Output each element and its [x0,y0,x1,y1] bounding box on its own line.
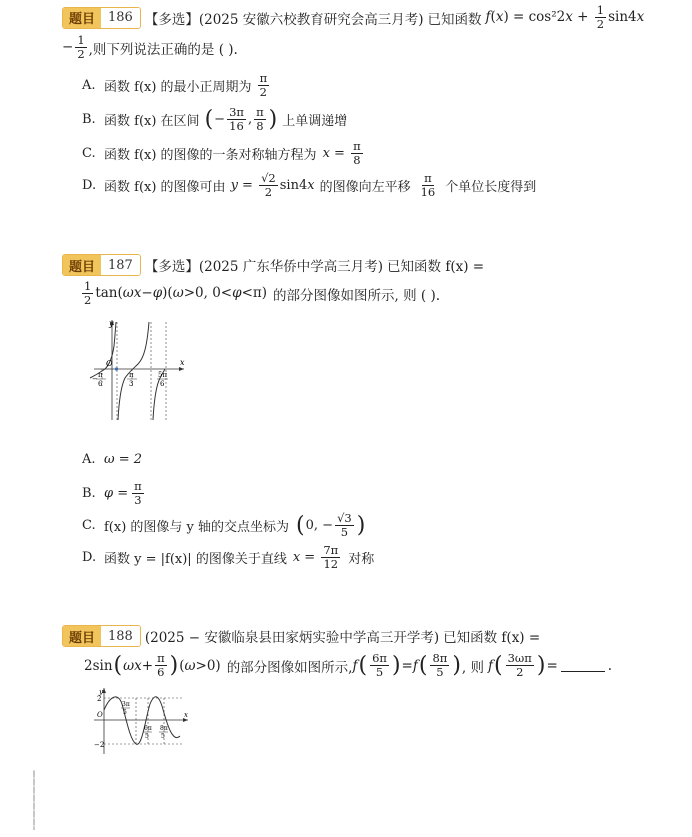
q187-tangent-graph [88,316,188,422]
tick-3pi5-num: 3π [122,701,130,708]
margin-dots [33,770,35,830]
q186-option-d[interactable] [82,172,536,199]
q186-source: (2025 安徽六校教育研究会高三月考) [198,11,424,28]
tick-neg-pi6-den: 6 [98,380,103,388]
origin-label: O [106,359,113,368]
q186-stem-b: ,则下列说法正确的是 ( ). [88,41,238,58]
q187-source: (2025 广东华侨中学高三月考) [198,259,384,275]
option-text: ω = 2 [104,452,143,467]
tick-neg-pi6-num: π [98,371,103,379]
math-fraction: $\frac{\pi}{3}$ [134,479,142,507]
q188-query: f ( $\frac{3\omega\pi}{2}$ ) = [488,651,558,679]
q186-formula-1: f(x) = cos²2x + $\frac{1}{2}$ sin4x [485,3,645,31]
curve-point [115,367,118,370]
q186-badge [62,7,141,29]
q187-stem-line2 [80,280,440,307]
x-axis-arrow [179,367,184,371]
origin-label: O [97,711,103,719]
option-text: 函数 f(x) 的图像的一条对称轴方程为 [104,148,317,163]
tick-3pi5-den: 5 [123,709,127,716]
option-text: 函数 f(x) 的图像可由 [104,180,226,195]
tick-5pi6-den: 6 [160,380,165,388]
q188-number: 188 [101,626,140,646]
option-key: C. [82,146,96,161]
q186-option-a[interactable] [82,72,271,99]
option-key: B. [82,112,96,127]
q188-badge [62,625,141,647]
q187-option-d[interactable] [82,544,374,571]
q187-stem-b: 的部分图像如图所示, 则 ( ). [273,287,441,304]
q187-option-c[interactable] [82,512,366,539]
option-text: 函数 y = |f(x)| 的图像关于直线 [104,552,287,567]
option-text: f(x) 的图像与 y 轴的交点坐标为 [104,520,290,535]
tick-8pi5-num: 8π [160,725,168,732]
max-label: 2 [97,695,102,703]
q186-stem-line2 [62,34,238,61]
q186-badge-label: 题目 [63,8,101,28]
option-tail: 上单调递增 [282,114,348,129]
q188-stem-b: 的部分图像如图所示, [226,659,353,676]
q186-stem-line1 [62,4,644,31]
q186-option-c[interactable] [82,140,365,167]
math-expression: x = $\frac{\pi}{8}$ [322,139,361,167]
y-label: y [99,688,103,696]
option-key: A. [82,452,96,467]
q186-stem-a: 已知函数 [427,11,482,28]
option-text: 函数 f(x) 的最小正周期为 [104,80,252,95]
sine-curve [104,697,180,745]
q188-stem-c: , 则 [461,659,485,676]
q188-answer-blank[interactable] [561,659,605,672]
q186-number: 186 [101,8,140,28]
x-label: x [180,358,185,367]
q188-formula: 2sin ( ωx + $\frac{\pi}{6}$ ) ( ω >0) [84,651,221,679]
option-tail: 个单位长度得到 [445,180,537,195]
q187-formula: $\frac{1}{2}$ tan(ωx−φ)(ω>0, 0<φ<π) [84,279,268,307]
math-fraction: $\frac{\pi}{16}$ [420,171,436,199]
q188-badge-label: 题目 [63,626,101,646]
option-tail: 对称 [348,552,375,567]
x-label: x [184,711,188,719]
q187-option-b[interactable] [82,480,146,507]
min-label: −2 [94,741,105,749]
option-key: D. [82,550,97,565]
q188-stem-a: 已知函数 f(x) = [443,630,541,646]
tick-6pi5-den: 5 [145,733,149,740]
q188-condition: f ( $\frac{6\pi}{5}$ ) = f ( $\frac{8\pi}{5}$ ) [352,651,461,679]
tick-6pi5-num: 6π [144,725,152,732]
q187-tag: 【多选】 [144,259,199,275]
y-label: y [109,319,114,328]
option-mid: 的图像向左平移 [319,180,411,195]
math-expression: x = $\frac{7\pi}{12}$ [292,543,339,571]
q188-source: (2025 − 安徽临泉县田家炳实验中学高三开学考) [144,630,440,646]
q187-stem-a: 已知函数 f(x) = [387,259,485,275]
math-fraction: $\frac{\pi}{2}$ [259,71,268,99]
math-expression: y = $\frac{√2}{2}$ sin4x [230,171,315,199]
q186-option-b[interactable] [82,106,347,133]
q187-option-a[interactable] [82,452,142,467]
q188-stem-line2: 2sin ( ωx + $\frac{\pi}{6}$ ) ( ω >0) 的部分图像如图所示, f ( $\frac{6\pi}{5}$ ) = f ( $\frac{8\pi}{5}$ ) , 则 f ( $\frac{3\omega\pi}{2}$ ) = . [84,651,613,679]
math-point: ( 0, − $\frac{√3}{5}$ ) [296,511,366,539]
q187-number: 187 [101,255,140,275]
option-key: B. [82,486,96,501]
q187-stem-line1 [62,254,484,276]
option-text: 函数 f(x) 在区间 [104,114,200,129]
q188-stem-line1 [62,625,540,647]
option-key: C. [82,518,96,533]
option-text: φ = [104,486,129,501]
math-interval: ( − $\frac{3\pi}{16}$ , $\frac{\pi}{8}$ ) [204,105,278,133]
q186-tag: 【多选】 [144,11,199,28]
tick-pi3-den: 3 [129,380,134,388]
tick-pi3-num: π [129,371,134,379]
q186-formula-2: − $\frac{1}{2}$ [62,33,85,61]
q187-badge-label: 题目 [63,255,101,275]
tick-neg-sign: − [92,375,98,383]
tick-8pi5-den: 5 [161,733,165,740]
option-key: A. [82,78,96,93]
tick-5pi6-num: 5π [158,371,168,379]
q188-sine-graph [88,686,192,756]
q187-badge [62,254,141,276]
option-key: D. [82,178,97,193]
